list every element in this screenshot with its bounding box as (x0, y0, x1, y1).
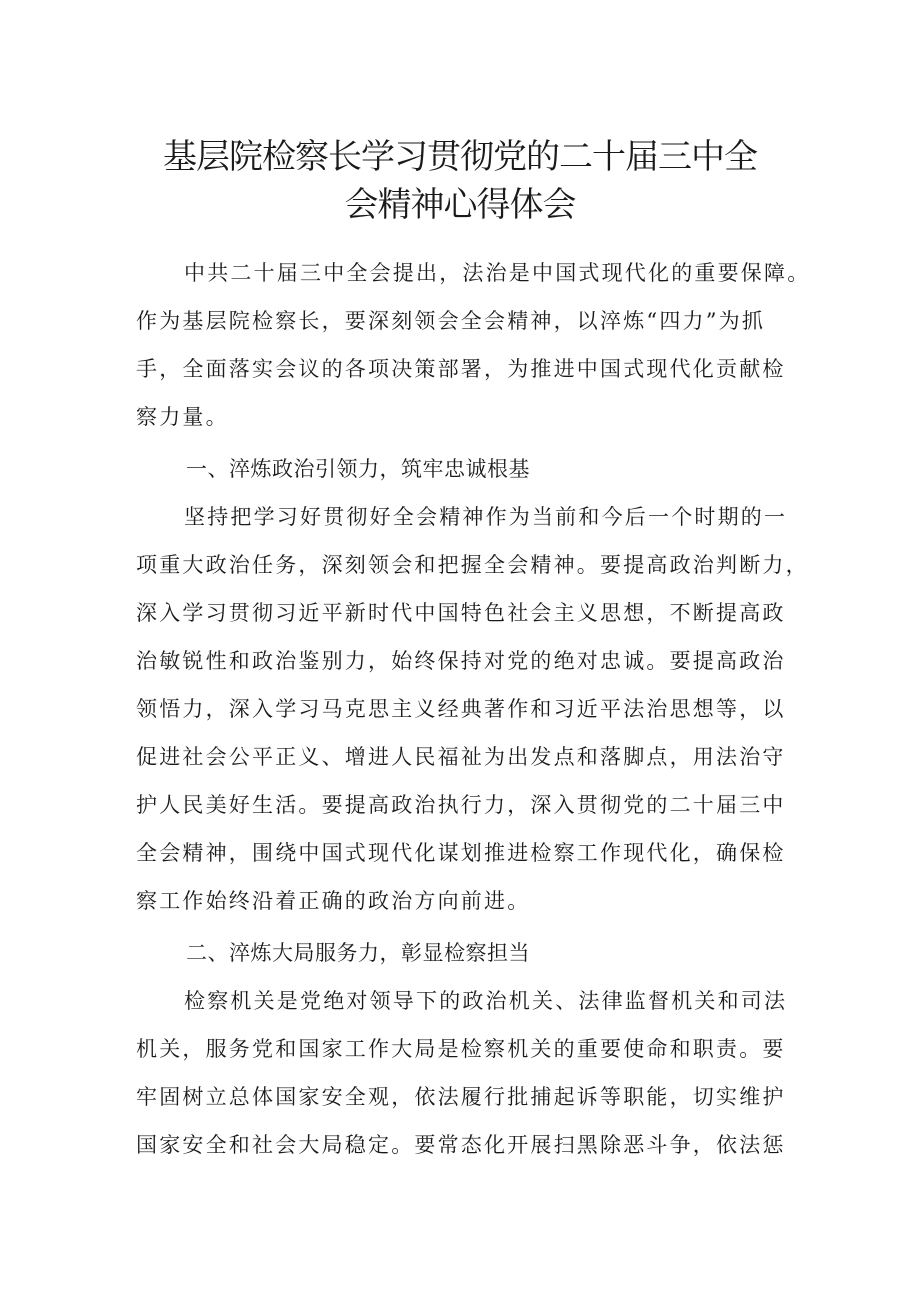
intro-line-2: 作为基层院检察长，要深刻领会全会精神，以淬炼“四力”为抓 (136, 309, 766, 333)
section-2-line-1: 检察机关是党绝对领导下的政治机关、法律监督机关和司法 (184, 989, 788, 1013)
section-2-heading: 二、淬炼大局服务力，彰显检察担当 (186, 941, 530, 965)
intro-line-3: 手，全面落实会议的各项决策部署，为推进中国式现代化贡献检 (136, 357, 786, 381)
section-1-heading: 一、淬炼政治引领力，筑牢忠诚根基 (186, 457, 530, 481)
section-2-line-2: 机关，服务党和国家工作大局是检察机关的重要使命和职责。要 (136, 1037, 786, 1061)
section-1-line-9: 察工作始终沿着正确的政治方向前进。 (136, 889, 531, 913)
section-1-line-1: 坚持把学习好贯彻好全会精神作为当前和今后一个时期的一 (184, 505, 788, 529)
document-title-line-1: 基层院检察长学习贯彻党的二十届三中全 (163, 137, 757, 177)
document-title-line-2: 会精神心得体会 (344, 185, 576, 225)
section-1-line-2: 项重大政治任务，深刻领会和把握全会精神。要提高政治判断力， (136, 553, 809, 577)
section-1-line-4: 治敏锐性和政治鉴别力，始终保持对党的绝对忠诚。要提高政治 (136, 649, 786, 673)
section-1-line-7: 护人民美好生活。要提高政治执行力，深入贯彻党的二十届三中 (136, 793, 786, 817)
section-1-line-8: 全会精神，围绕中国式现代化谋划推进检察工作现代化，确保检 (136, 841, 786, 865)
intro-line-1: 中共二十届三中全会提出，法治是中国式现代化的重要保障。 (184, 261, 811, 285)
section-2-line-4: 国家安全和社会大局稳定。要常态化开展扫黑除恶斗争，依法惩 (136, 1133, 786, 1157)
section-1-line-5: 领悟力，深入学习马克思主义经典著作和习近平法治思想等，以 (136, 697, 786, 721)
section-1-line-6: 促进社会公平正义、增进人民福祉为出发点和落脚点，用法治守 (136, 745, 786, 769)
intro-line-4: 察力量。 (136, 405, 229, 429)
section-1-line-3: 深入学习贯彻习近平新时代中国特色社会主义思想，不断提高政 (136, 601, 786, 625)
section-2-line-3: 牢固树立总体国家安全观，依法履行批捕起诉等职能，切实维护 (136, 1085, 786, 1109)
